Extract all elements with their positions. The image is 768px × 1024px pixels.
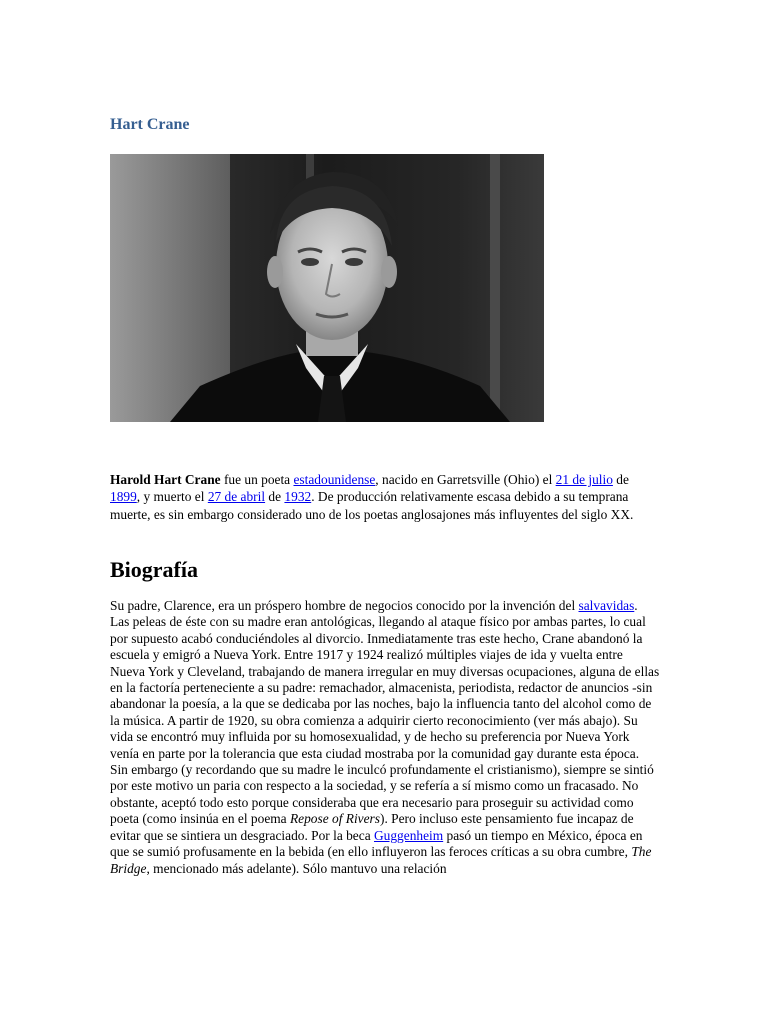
intro-text: fue un poeta: [220, 472, 294, 487]
section-heading-biografia: Biografía: [110, 557, 198, 582]
link-estadounidense[interactable]: estadounidense: [293, 472, 376, 487]
poem-title: Repose of Rivers: [289, 811, 380, 827]
portrait-image: [110, 154, 544, 422]
link-death-day[interactable]: 27 de abril: [207, 489, 266, 505]
link-birth-day[interactable]: 21 de julio: [555, 472, 613, 487]
bio-text: ). Pero incluso este pensamiento fue incapaz de evitar que se sintiera un desgraciado. Por la beca: [110, 811, 634, 843]
portrait-photo: [110, 154, 544, 422]
link-salvavidas[interactable]: salvavidas: [578, 598, 635, 613]
intro-text: , nacido en Garretsville (Ohio) el: [375, 472, 556, 487]
bio-text: . Las peleas de éste con su madre eran antológicas, llegando al ataque físico por ambas partes, lo cual por supuesto acabó conduciéndoles al divorcio. Inmediatamente tras este hecho, Crane abandonó la escuela y emigró a Nueva York. Entre 1917 y 1924 realizó múltiples viajes de ida y vuelta entre Nueva York y Cleveland, trabajando de manera irregular en muy diversas ocupaciones, alguna de ellas en la factoría perteneciente a su padre: remachador, almacenista, periodista, redactor de anuncios -sin abandonar la poesía, a la que se dedicaba por las noches, bajo la influencia tanto del alcohol como de la música. A partir de 1920, su obra comienza a adquirir cierto reconocimiento (ver más abajo). Su vida se encontró muy influida por su homosexualidad, y de hecho su preferencia por Nueva York venía en parte por la tolerancia que esta ciudad mostraba por la comunidad gay durante esta época. Sin embargo (y recordando que su madre le inculcó profundamente el cristianismo), siempre se sintió por este motivo un paria con respecto a la sociedad, y se refería a sí mismo como un fracasado. No obstante, aceptó todo esto porque consideraba que era necesario para proseguir su actividad como poeta (como insinúa en el poema: [110, 598, 660, 827]
intro-paragraph: [110, 471, 660, 523]
biography-paragraph: [110, 598, 660, 877]
bio-text: pasó un tiempo en México, época en que se sumió profusamente en la bebida (en ello influyeron las feroces críticas a su obra cumbre,: [110, 827, 643, 860]
work-title: The Bridge: [110, 844, 652, 876]
intro-text: de: [265, 489, 285, 505]
intro-text: de: [612, 472, 629, 487]
link-birth-year[interactable]: 1899: [110, 489, 137, 505]
intro-text: . De producción relativamente escasa debido a su temprana muerte, es sin embargo considerado uno de los poetas anglosajones más influyentes del siglo XX.: [110, 489, 634, 522]
link-death-year[interactable]: 1932: [284, 489, 312, 505]
bio-text: , mencionado más adelante). Sólo mantuvo una relación: [146, 860, 447, 876]
link-guggenheim[interactable]: Guggenheim: [374, 827, 444, 843]
subject-name: Harold Hart Crane: [110, 472, 221, 487]
intro-text: , y muerto el: [136, 489, 208, 505]
page-title: Hart Crane: [110, 116, 190, 133]
bio-text: Su padre, Clarence, era un próspero hombre de negocios conocido por la invención del: [110, 598, 579, 613]
